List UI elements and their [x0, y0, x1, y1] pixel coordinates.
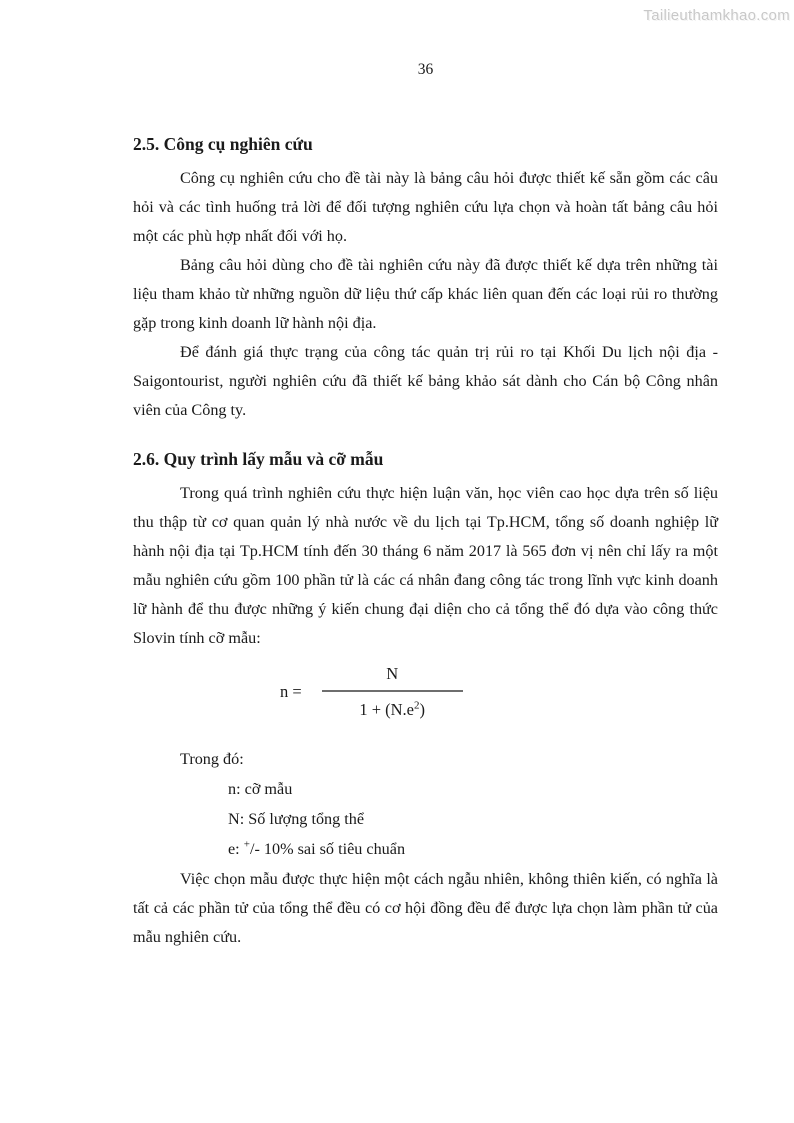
- formula-denominator-text: 1 + (N.e: [359, 700, 415, 719]
- watermark: Tailieuthamkhao.com: [643, 7, 790, 24]
- slovin-formula: [280, 661, 718, 723]
- definition-e-sup: +: [243, 838, 250, 851]
- formula-exponent: 2: [414, 699, 420, 712]
- paragraph-tools-2: Bảng câu hỏi dùng cho đề tài nghiên cứu này đã được thiết kế dựa trên những tài liệu tham khảo từ những nguồn dữ liệu thứ cấp khác liên quan đến các loại rủi ro thường gặp trong kinh doanh lữ hành nội địa.: [133, 256, 718, 332]
- definition-n: n: cỡ mẫu: [228, 780, 293, 798]
- definition-N: N: Số lượng tổng thể: [228, 810, 365, 828]
- formula-denominator: [359, 692, 425, 723]
- definitions-list: [133, 774, 718, 864]
- paragraph-sampling-2: Việc chọn mẫu được thực hiện một cách ngẫu nhiên, không thiên kiến, có nghĩa là tất cả các phần tử của tổng thể đều có cơ hội đồng đều để được lựa chọn làm phần tử của mẫu nghiên cứu.: [133, 870, 718, 946]
- paragraph-sampling-1: Trong quá trình nghiên cứu thực hiện luận văn, học viên cao học dựa trên số liệu thu thập từ cơ quan quản lý nhà nước về du lịch tại Tp.HCM, tổng số doanh nghiệp lữ hành nội địa tại Tp.HCM tính đến 30 tháng 6 năm 2017 là 565 đơn vị nên chỉ lấy ra một mẫu nghiên cứu gồm 100 phần tử là các cá nhân đang công tác trong lĩnh vực kinh doanh lữ hành để thu được những ý kiến chung đại diện cho cả tổng thể đó dựa vào công thức Slovin tính cỡ mẫu:: [133, 484, 718, 647]
- definitions-intro: Trong đó:: [180, 750, 244, 768]
- definition-e: [133, 834, 718, 864]
- definition-e-prefix: e:: [228, 840, 244, 858]
- page-number: 36: [417, 61, 434, 78]
- formula-denominator-close: ): [419, 700, 426, 719]
- paragraph-tools-1: Công cụ nghiên cứu cho đề tài này là bảng câu hỏi được thiết kế sẵn gồm các câu hỏi và các tình huống trả lời để đối tượng nghiên cứu lựa chọn và hoàn tất bảng câu hỏi một các phù hợp nhất đối với họ.: [133, 169, 718, 245]
- formula-numerator: N: [386, 664, 399, 683]
- section-heading-2-6: 2.6. Quy trình lấy mẫu và cỡ mẫu: [133, 449, 384, 469]
- formula-fraction: [322, 661, 463, 723]
- section-heading-2-5: 2.5. Công cụ nghiên cứu: [133, 134, 313, 154]
- definition-e-rest: /- 10% sai số tiêu chuẩn: [249, 840, 406, 858]
- paragraph-tools-3: Để đánh giá thực trạng của công tác quản trị rủi ro tại Khối Du lịch nội địa - Saigontourist, người nghiên cứu đã thiết kế bảng khảo sát dành cho Cán bộ Công nhân viên của Công ty.: [133, 343, 718, 419]
- formula-lhs: n =: [280, 682, 302, 701]
